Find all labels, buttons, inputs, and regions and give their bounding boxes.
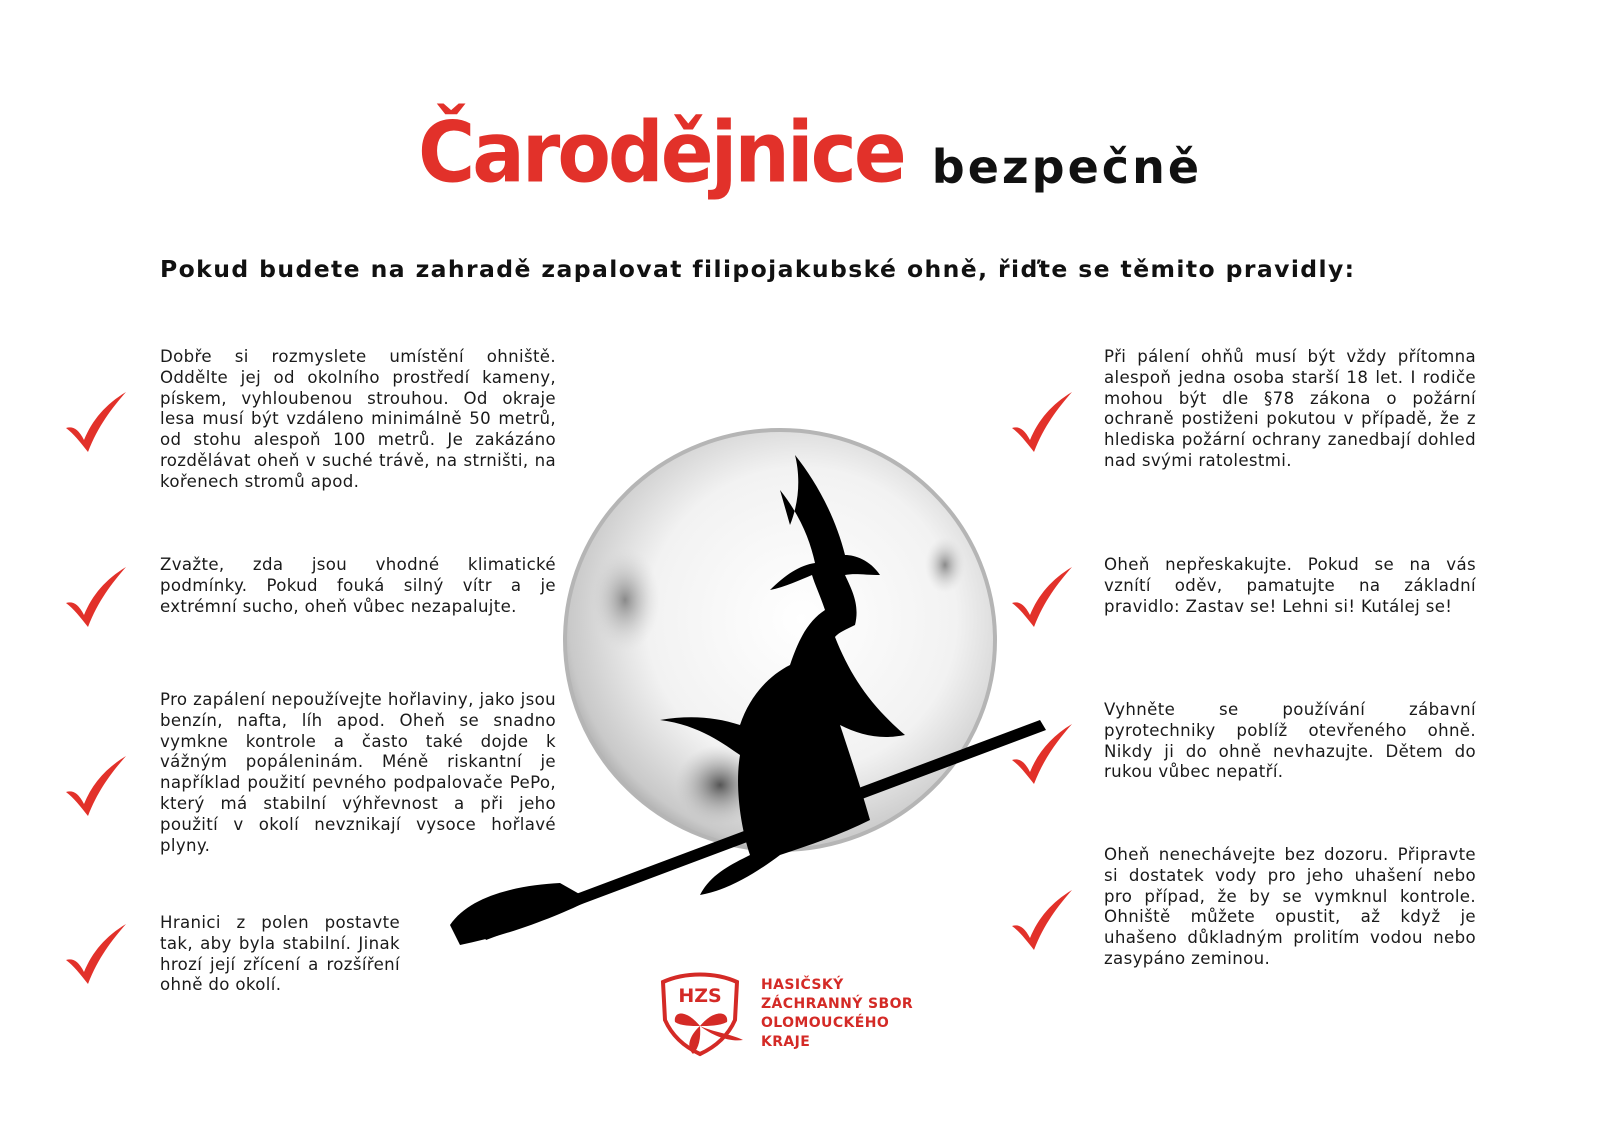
rule-right-1: Při pálení ohňů musí být vždy přítomna alespoň jedna osoba starší 18 let. I rodiče mohou být dle §78 zákona o požární ochraně postiženi pokutou v případě, že z hlediska požární ochrany zanedbají dohled nad svými ratolestmi.: [1104, 347, 1476, 470]
logo-line-2: ZÁCHRANNÝ SBOR: [761, 996, 914, 1012]
logo-line-3: OLOMOUCKÉHO: [761, 1015, 890, 1031]
subtitle: Pokud budete na zahradě zapalovat filipojakubské ohně, řiďte se těmito pravidly:: [160, 255, 1356, 283]
checkmark-icon: [62, 752, 130, 820]
rule-right-3: Vyhněte se používání zábavní pyrotechniky poblíž otevřeného ohně. Nikdy ji do ohně nevhazujte. Dětem do rukou vůbec nepatří.: [1104, 700, 1476, 782]
rule-left-1: Dobře si rozmyslete umístění ohniště. Oddělte jej od okolního prostředí kameny, pískem, vyhloubenou strouhou. Od okraje lesa musí být vzdáleno minimálně 50 metrů, od stohu alespoň 100 metrů. Je zakázáno rozdělávat oheň v suché trávě, na strništi, na kořenech stromů apod.: [160, 347, 556, 491]
rule-left-4: Hranici z polen postavte tak, aby byla stabilní. Jinak hrozí její zřícení a rozšíření ohně do okolí.: [160, 913, 400, 995]
poster-title: [0, 104, 1600, 202]
hzs-logo-text: [761, 976, 913, 1052]
rule-left-2: Zvažte, zda jsou vhodné klimatické podmínky. Pokud fouká silný vítr a je extrémní sucho, oheň vůbec nezapalujte.: [160, 555, 556, 616]
svg-text:HZS: HZS: [678, 985, 722, 1007]
checkmark-icon: [62, 388, 130, 456]
checkmark-icon: [62, 920, 130, 988]
hzs-logo: [655, 968, 913, 1058]
rule-left-3: Pro zapálení nepoužívejte hořlaviny, jako jsou benzín, nafta, líh apod. Oheň se snadno vymkne kontrole a často také dojde k vážným popáleninám. Méně riskantní je například použití pevného podpalovače PePo, který má stabilní výhřevnost a při jeho použití v okolí nevznikají vysoce hořlavé plyny.: [160, 690, 556, 855]
checkmark-icon: [62, 563, 130, 631]
hzs-shield-flower-icon: [655, 968, 745, 1058]
logo-line-1: HASIČSKÝ: [761, 977, 844, 993]
title-sub: bezpečně: [931, 140, 1203, 194]
title-main: Čarodějnice: [417, 104, 904, 202]
rule-right-4: Oheň nenechávejte bez dozoru. Připravte si dostatek vody pro jeho uhašení nebo pro případ, že by se vymknul kontrole. Ohniště můžete opustit, až když je uhašeno důkladným prolitím vodou nebo zasypáno zeminou.: [1104, 845, 1476, 968]
rule-right-2: Oheň nepřeskakujte. Pokud se na vás vznítí oděv, pamatujte na základní pravidlo: Zastav se! Lehni si! Kutálej se!: [1104, 555, 1476, 616]
witch-on-broom-moon-icon: [440, 425, 1080, 945]
logo-line-4: KRAJE: [761, 1034, 811, 1050]
